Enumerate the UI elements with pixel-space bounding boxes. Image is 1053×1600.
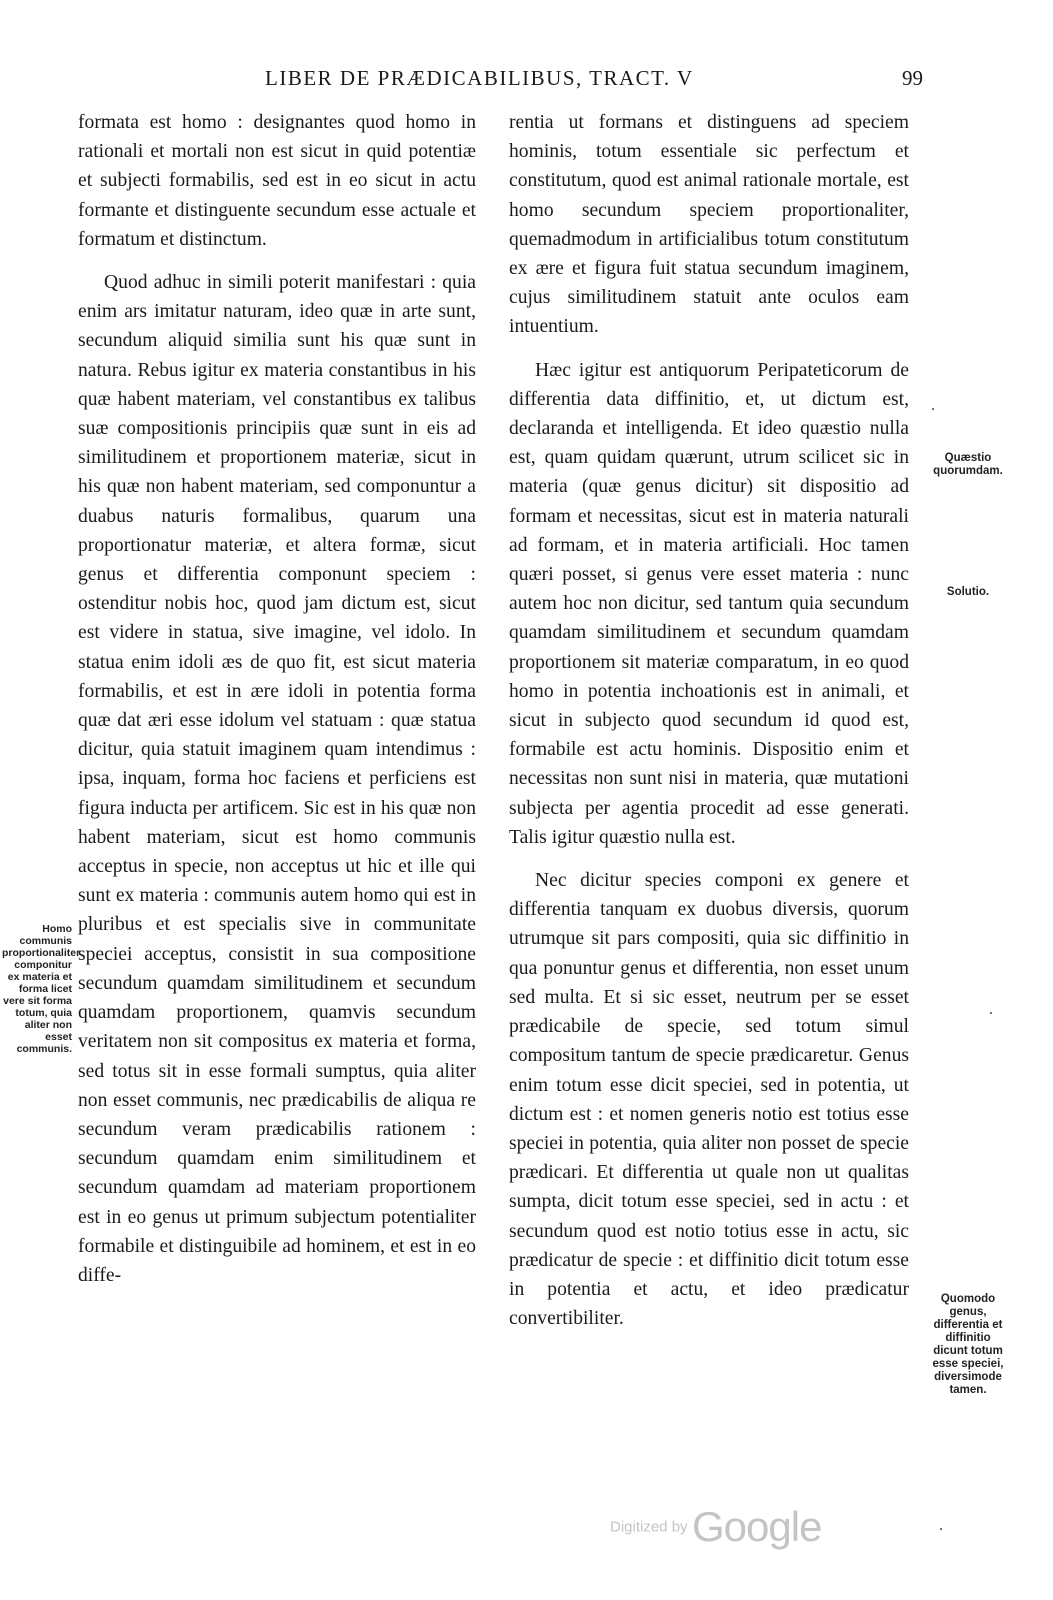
- right-column: [509, 108, 909, 1333]
- margin-note-quaestio: Quæstio quorumdam.: [933, 452, 1003, 477]
- margin-mark: [940, 1528, 942, 1530]
- left-paragraph-2: Quod adhuc in simili poterit manifestari : quia enim ars imitatur naturam, ideo quæ in arte sunt, secundum aliquid similia sunt his quæ sunt in natura. Rebus igitur ex materia constantibus in his quæ habent materiam, vel constantibus ex talibus suæ compositionis principiis quæ sunt in eis ad similitudinem et proportionem materiæ, sicut in his quæ non habent materiam, sed componuntur a duabus naturis formalibus, quarum una proportionatur materiæ, et altera formæ, sicut genus et differentia componunt speciem : ostenditur nobis hoc, quod jam dictum est, sicut est videre in statua, sive imagine, vel idolo. In statua enim idoli æs de quo fit, est sicut materia formabilis, et est in ære idoli in potentia forma quæ dat æri esse idolum vel statuam : quæ statua dicitur, quia statuit imaginem quam intendimus : ipsa, inquam, forma hoc faciens et perficiens est figura inducta per artificem. Sic est in his quæ non habent materiam, sicut est homo communis acceptus in specie, non acceptus ut hic et ille qui sunt ex materia : communis autem homo qui est in pluribus et est specialis sive in communitate speciei acceptus, consistit in sua compositione secundum quamdam similitudinem et secundum quamdam proportionem, quamvis secundum veritatem non sit compositus ex materia et forma, sed totus sit in esse formali sumptus, quia aliter non esset communis, nec prædicabilis de aliqua re secundum veram prædicabilis rationem : secundum quamdam enim similitudinem et secundum quamdam ad materiam proportionem est in eo genus ut primum subjectum potentialiter formabile et distinguibile ad hominem, et est in eo diffe-: [78, 272, 476, 1286]
- google-logo: Google: [692, 1503, 822, 1550]
- digitized-watermark: [610, 1503, 821, 1551]
- right-paragraph-2: Hæc igitur est antiquorum Peripateticorum de differentia data diffinitio, et, ut dictum est, declaranda et intelligenda. Et ideo quæstio nulla est, quam quidam quærunt, utrum scilicet sic in materia (quæ genus dicitur) sit dispositio ad formam et necessitas, sicut est in materia naturali ad formam, et in materia artificiali. Hoc tamen quæri posset, si genus vere esset materia : nunc autem hoc non dicitur, sed tantum quia secundum quamdam similitudinem et secundum quamdam proportionem sit materiæ comparatum, in eo quod homo in potentia inchoationis est in animali, et sicut in subjecto quod secundum id quod est, formabile est actu hominis. Dispositio enim et necessitas non sunt nisi in materia, quæ mutationi subjecta per agentia procedit ad esse generati. Talis igitur quæstio nulla est.: [509, 359, 909, 848]
- margin-mark: [932, 408, 934, 410]
- margin-note-quomodo: Quomodo genus, differentia et diffinitio dicunt totum esse speciei, diversimode tamen.: [932, 1293, 1004, 1396]
- margin-note-solutio: Solutio.: [946, 586, 990, 598]
- page-number: 99: [902, 66, 923, 90]
- running-header: LIBER DE PRÆDICABILIBUS, TRACT. V: [265, 66, 694, 90]
- right-paragraph-3: Nec dicitur species componi ex genere et differentia tanquam ex duobus diversis, quorum utrumque sit pars compositi, quia sic diffinitio in qua ponuntur genus et differentia, non esset unum sed multa. Et si sic esset, neutrum per se esset prædicabile de specie, sed totum simul compositum tantum de specie prædicaretur. Genus enim totum esse dicit speciei, sed in potentia, ut dictum est : et nomen generis notio est totius esse speciei in potentia, quia aliter non posset de specie prædicari. Et differentia ut quale non ut qualitas sumpta, dicit totum esse speciei, sed in actu : et secundum quod est notio totius esse in actu, sic prædicatur de specie : et diffinitio dicit totum esse in potentia et actu, et ideo prædicatur convertibiliter.: [509, 870, 909, 1330]
- margin-mark: [990, 1012, 992, 1014]
- left-column: [78, 108, 476, 1290]
- watermark-prefix: Digitized by: [610, 1518, 688, 1536]
- margin-note-homo-communis: Homo communis proportionaliter componitur ex materia et forma licet vere sit forma totum, quia aliter non esset communis.: [2, 923, 81, 1055]
- left-paragraph-1: formata est homo : designantes quod homo in rationali et mortali non est sicut in quid potentiæ et subjecti formabilis, sed est in eo sicut in actu formante et distinguente secundum esse actuale et formatum et distinctum.: [78, 112, 476, 250]
- right-paragraph-1: rentia ut formans et distinguens ad speciem hominis, totum essentiale sic perfectum et constitutum, quod est animal rationale mortale, est homo secundum speciem proportionaliter, quemadmodum in artificialibus totum constitutum ex ære et figura fuit statua secundum imaginem, cujus similitudinem statuit ante oculos eam intuentium.: [509, 112, 909, 338]
